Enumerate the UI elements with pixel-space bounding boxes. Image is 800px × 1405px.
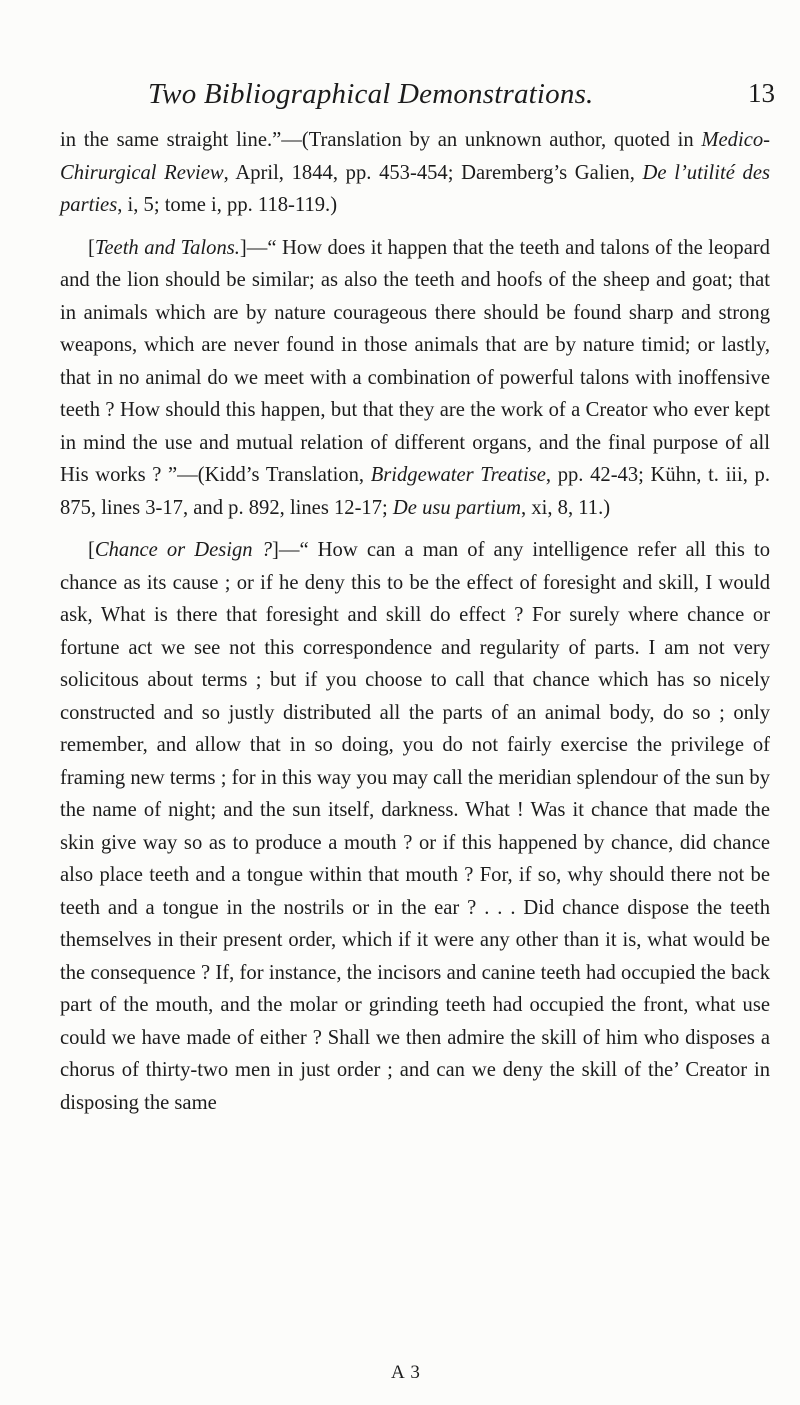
para3-open-bracket: [ <box>88 539 95 561</box>
para2-text-3: , xi, 8, 11.) <box>521 496 611 519</box>
signature-mark: A 3 <box>391 1362 421 1383</box>
page-number: 13 <box>748 78 775 108</box>
paragraph-chance-or-design <box>60 534 770 1119</box>
running-head <box>0 76 800 116</box>
running-title: Two Bibliographical Demonstrations. <box>148 78 594 110</box>
para2-latin-title: De usu partium <box>392 496 522 519</box>
body-text <box>60 124 770 1119</box>
para2-text-1: ]—“ How does it happen that the teeth and talons of the leopard and the lion should be similar; as also the teeth and hoofs of the sheep and goat; that in animals which are by nature courageous there should be found sharp and strong weapons, which are never found in those animals that are by nature timid; or lastly, that in no animal do we meet with a combination of powerful talons with inoffensive teeth ? How should this happen, but that they are the work of a Creator who ever kept in mind the use and mutual relation of different organs, and the final purpose of all His works ? ”—(Kidd’s Translation, <box>60 236 770 486</box>
para2-text-2: , pp. 42-43; Kühn, t. iii, p. 875, lines 3-17, and p. 892, lines 12-17; <box>60 464 770 519</box>
para1-text-2: , April, 1844, pp. 453-454; Daremberg’s Galien, <box>223 161 643 184</box>
para1-text-3: , i, 5; tome i, pp. 118-119.) <box>117 194 338 216</box>
para2-heading: Teeth and Talons. <box>94 236 240 259</box>
para1-text-1: in the same straight line.”—(Translation by an unknown author, quoted in <box>60 129 702 151</box>
para3-text-1: ]—“ How can a man of any intelligence refer all this to chance as its cause ; or if he deny this to be the effect of foresight and skill, I would ask, What is there that foresight and skill do effect ? For surely where chance or fortune act we see not this correspondence and regularity of parts. I am not very solicitous about terms ; but if you choose to call that chance which has so nicely constructed and so justly distributed all the parts of an animal body, do so ; only remember, and allow that in so doing, you do not fairly exercise the privilege of framing new terms ; for in this way you may call the meridian splendour of the sun by the name of night; and the sun itself, darkness. What ! Was it chance that made the skin give way so as to produce a mouth ? or if this happened by chance, did chance also place teeth and a tongue within that mouth ? For, if so, why should there not be teeth and a tongue in the nostrils or in the ear ? . . . Did chance dispose the teeth themselves in their present order, which if it were any other than it is, what would be the consequence ? If, for instance, the incisors and canine teeth had occupied the back part of the mouth, and the molar or grinding teeth had occupied the front, what use could we have made of either ? Shall we then admire the skill of him who disposes a chorus of thirty-two men in just order ; and can we deny the skill of the’ Creator in disposing the same <box>60 539 770 1114</box>
para1-work-title: De l’utilité des parties <box>60 161 770 216</box>
paragraph-translation-note <box>60 124 770 222</box>
para1-journal-title: Medico-Chirurgical Review <box>60 129 770 184</box>
para2-open-bracket: [ <box>88 236 95 259</box>
paragraph-teeth-and-talons <box>60 232 770 525</box>
para3-heading: Chance or Design ? <box>94 539 272 561</box>
para2-treatise-title: Bridgewater Treatise <box>370 464 546 486</box>
